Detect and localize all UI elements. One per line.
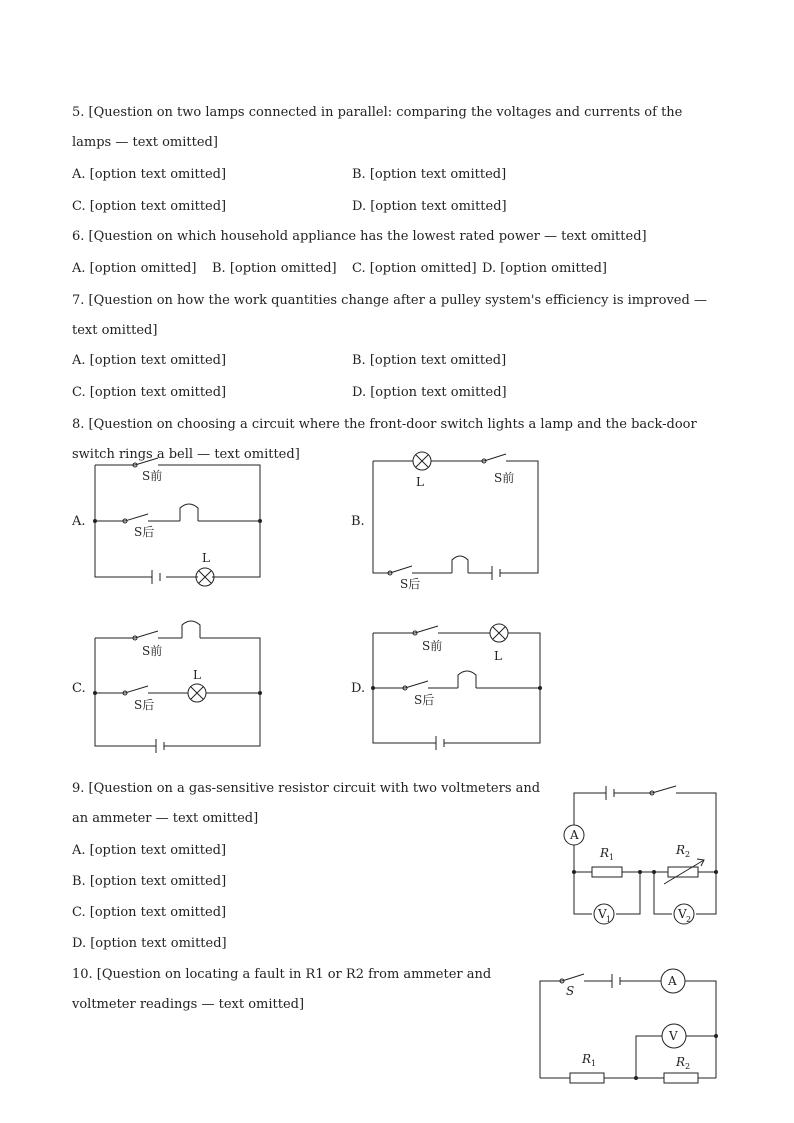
battery-icon [612, 974, 620, 988]
lamp-label: L [202, 551, 210, 565]
junction-dot [634, 1076, 638, 1080]
q8-label-c: C. [72, 681, 86, 696]
resistor-r1 [570, 1073, 604, 1083]
q8-label-b: B. [351, 514, 365, 529]
v2-subscript: 2 [686, 915, 692, 924]
q5-option-a: A. [option text omitted] [72, 167, 227, 182]
r1-label: R [600, 846, 610, 860]
q5-option-c: C. [option text omitted] [72, 199, 227, 214]
q8-stem: 8. [Question on choosing a circuit where the front-door switch lights a lamp and the back-door switch rings a bell — text omitted] [72, 417, 697, 462]
switch-front-label: S前 [422, 639, 443, 653]
r2-label: R [676, 843, 686, 857]
switch-label: S [566, 984, 575, 998]
q6-option-d: D. [option omitted] [482, 261, 608, 276]
r2-subscript: 2 [685, 1062, 691, 1071]
q6-stem: 6. [Question on which household appliance has the lowest rated power — text omitted] [72, 229, 647, 244]
ammeter-label: A [668, 974, 677, 988]
v1-subscript: 1 [606, 915, 612, 924]
q8-label-a: A. [72, 514, 86, 529]
switch-back-label: S后 [134, 698, 155, 712]
q10-stem: 10. [Question on locating a fault in R1 or R2 from ammeter and voltmeter readings — text omitted] [72, 967, 492, 1012]
v1-label: V [598, 907, 607, 921]
q5-stem: 5. [Question on two lamps connected in parallel: comparing the voltages and currents of the lamps — text omitted] [72, 105, 683, 150]
q6-option-b: B. [option omitted] [212, 261, 337, 276]
q9-stem: 9. [Question on a gas-sensitive resistor circuit with two voltmeters and an ammeter — text omitted] [72, 781, 541, 826]
switch-back-label: S后 [414, 693, 435, 707]
ammeter-label: A [570, 828, 579, 842]
q7-option-a: A. [option text omitted] [72, 353, 227, 368]
switch-front-label: S前 [494, 471, 515, 485]
r2-subscript: 2 [685, 850, 691, 859]
r1-subscript: 1 [591, 1059, 597, 1068]
q7-option-d: D. [option text omitted] [352, 385, 507, 400]
r2-label: R [676, 1055, 686, 1069]
junction-dot [714, 1034, 718, 1038]
q9-option-b: B. [option text omitted] [72, 874, 227, 889]
q9-option-c: C. [option text omitted] [72, 905, 227, 920]
switch-back-label: S后 [134, 525, 155, 539]
switch-back-label: S后 [400, 577, 421, 591]
q5-option-b: B. [option text omitted] [352, 167, 507, 182]
q7-stem: 7. [Question on how the work quantities change after a pulley system's efficiency is improved — text omitted] [72, 293, 707, 338]
q6-option-c: C. [option omitted] [352, 261, 477, 276]
r1-subscript: 1 [609, 853, 615, 862]
q8-label-d: D. [351, 681, 366, 696]
lamp-label: L [494, 649, 502, 663]
voltmeter-label: V [669, 1029, 678, 1043]
q6-option-a: A. [option omitted] [72, 261, 197, 276]
lamp-label: L [416, 475, 424, 489]
q7-option-b: B. [option text omitted] [352, 353, 507, 368]
v2-label: V [678, 907, 687, 921]
r1-label: R [582, 1052, 592, 1066]
q7-option-c: C. [option text omitted] [72, 385, 227, 400]
q5-option-d: D. [option text omitted] [352, 199, 507, 214]
q9-option-a: A. [option text omitted] [72, 843, 227, 858]
switch-front-label: S前 [142, 644, 163, 658]
q9-option-d: D. [option text omitted] [72, 936, 227, 951]
lamp-label: L [193, 668, 201, 682]
resistor-r2 [664, 1073, 698, 1083]
switch-front-label: S前 [142, 469, 163, 483]
